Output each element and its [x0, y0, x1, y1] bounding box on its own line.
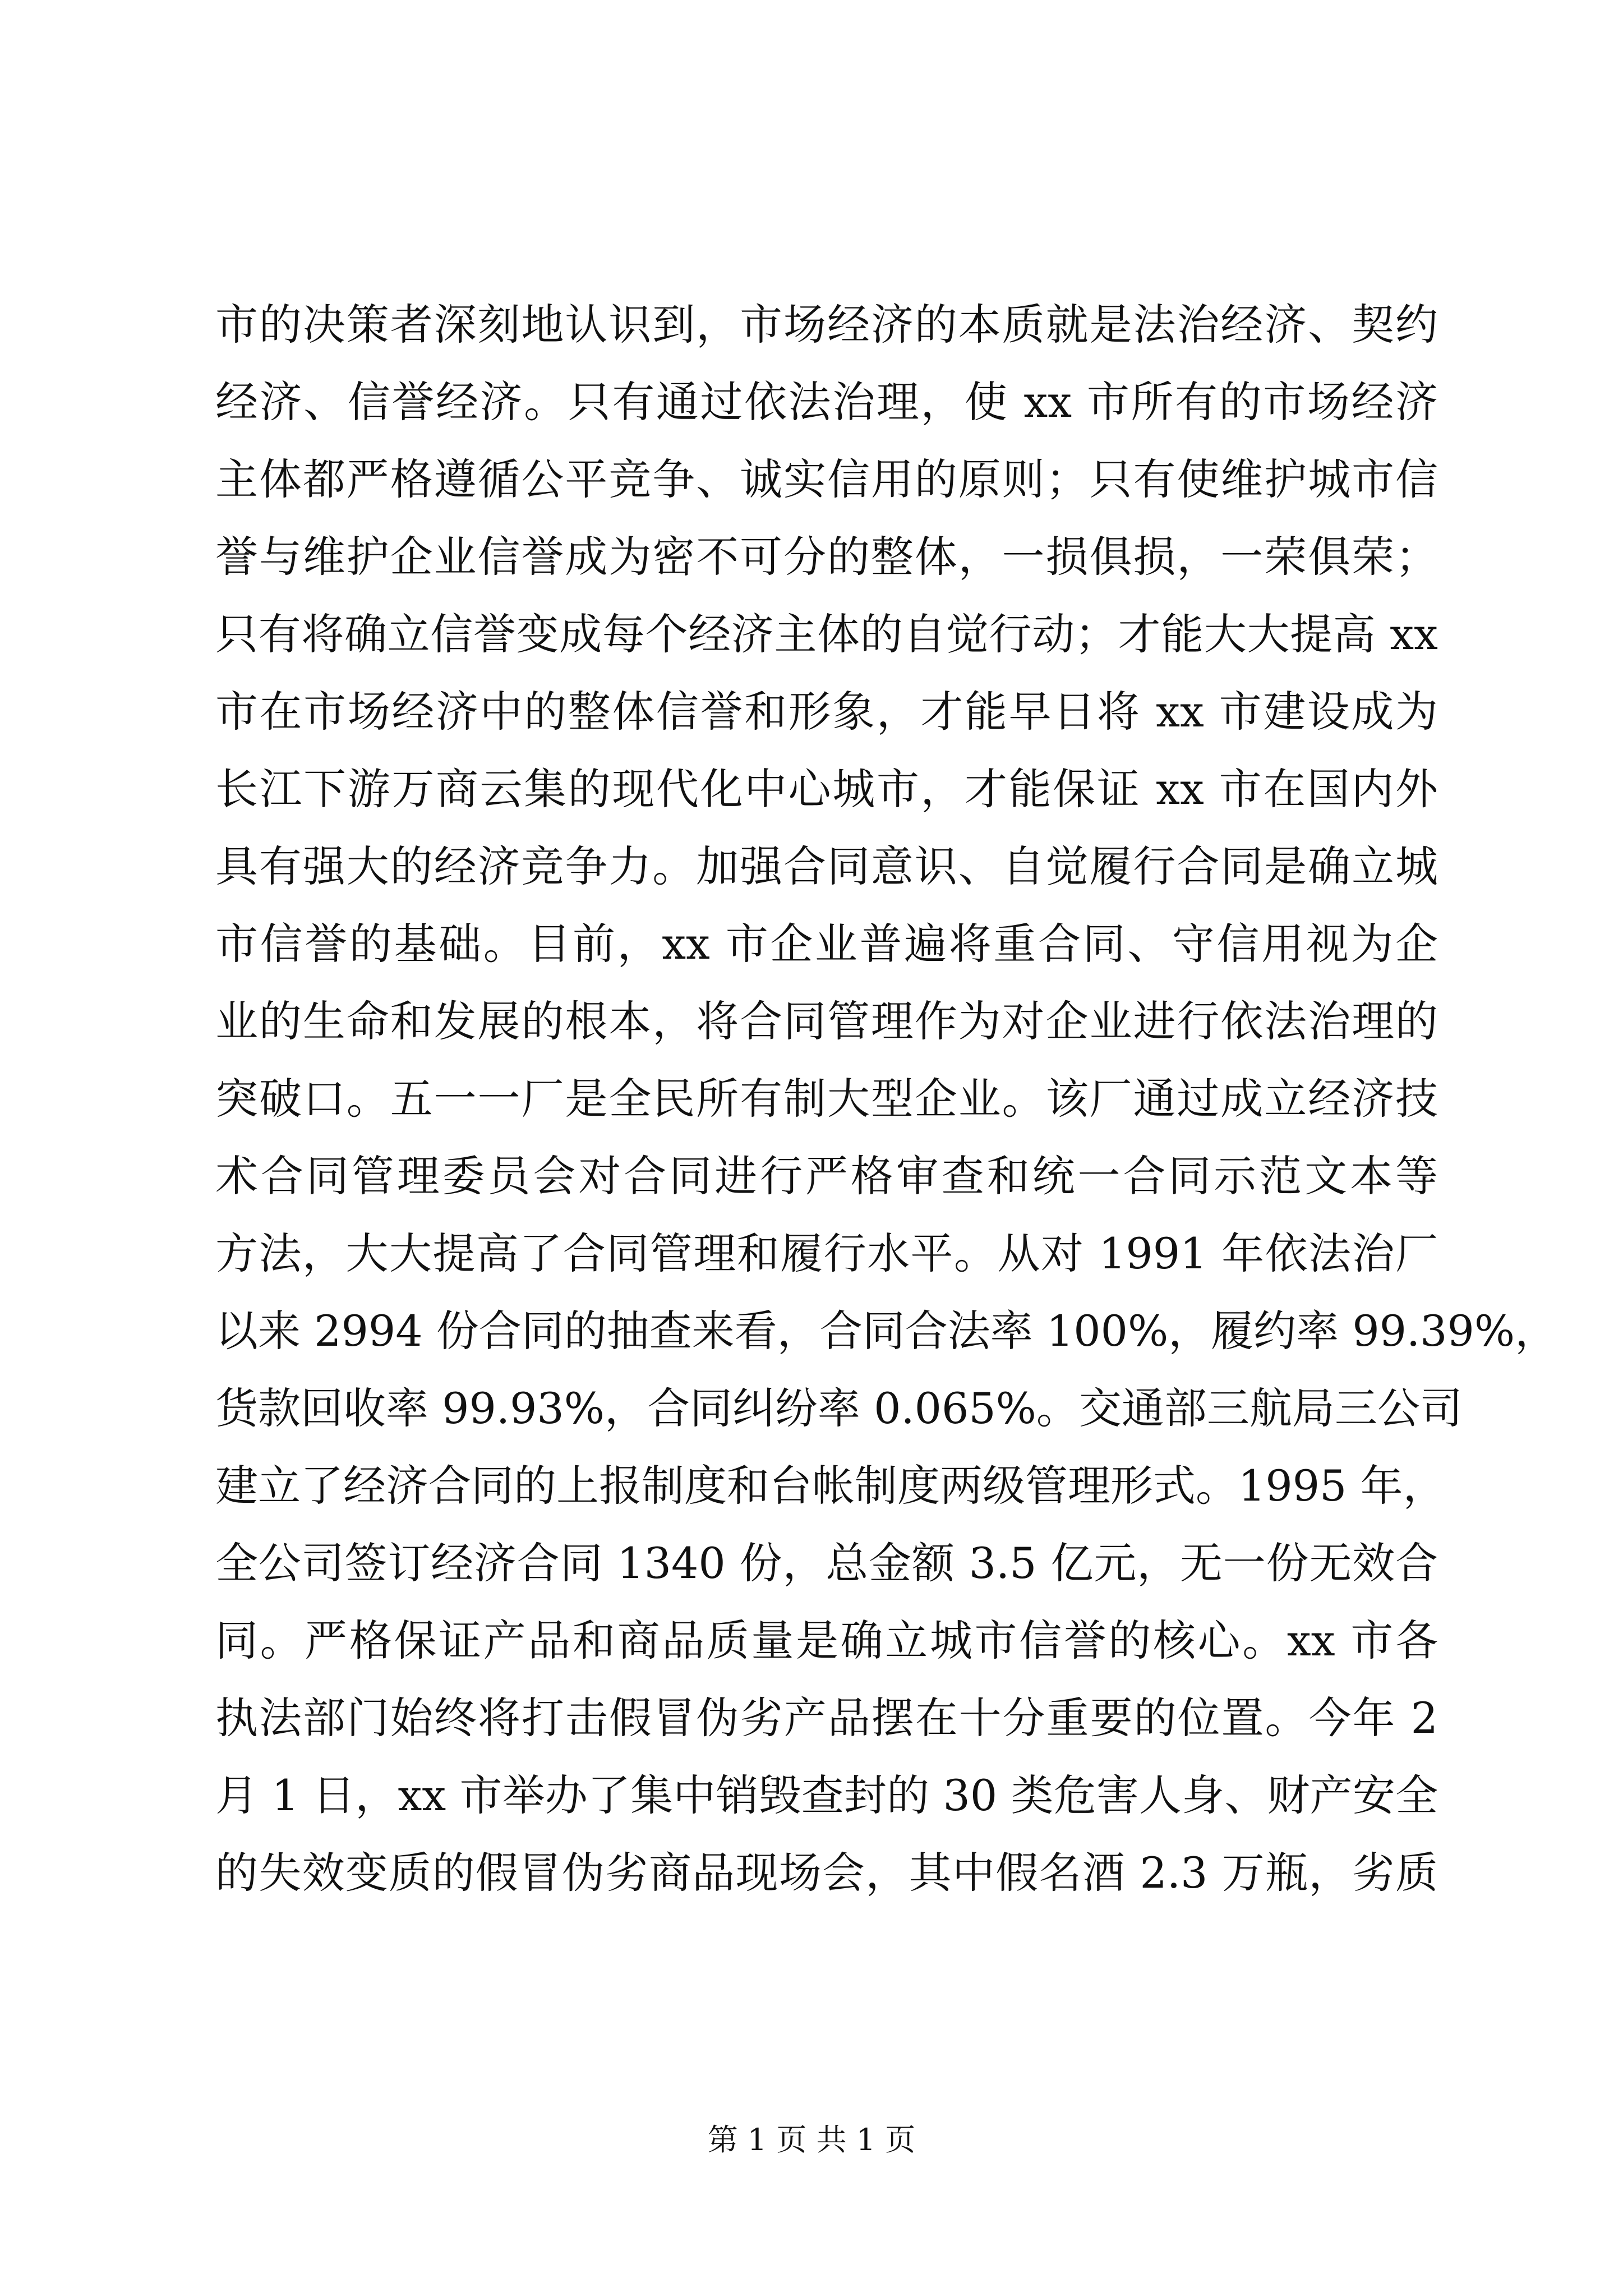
text-line-20: 月 1 日，xx 市举办了集中销毁查封的 30 类危害人身、财产安全 — [215, 1770, 1438, 1820]
text-line-13: 方法，大大提高了合同管理和履行水平。从对 1991 年依法治厂 — [215, 1228, 1438, 1278]
text-line-15: 货款回收率 99.93%，合同纠纷率 0.065%。交通部三航局三公司 — [215, 1383, 1463, 1433]
text-line-10: 业的生命和发展的根本，将合同管理作为对企业进行依法治理的 — [215, 996, 1438, 1046]
text-line-14: 以来 2994 份合同的抽查来看，合同合法率 100%，履约率 99.39%， — [215, 1306, 1558, 1356]
text-line-5: 只有将确立信誉变成每个经济主体的自觉行动；才能大大提高 xx — [215, 609, 1438, 659]
text-line-18: 同。严格保证产品和商品质量是确立城市信誉的核心。xx 市各 — [215, 1616, 1438, 1665]
text-line-2: 经济、信誉经济。只有通过依法治理，使 xx 市所有的市场经济 — [215, 377, 1438, 427]
text-line-6: 市在市场经济中的整体信誉和形象，才能早日将 xx 市建设成为 — [215, 687, 1438, 737]
text-line-17: 全公司签订经济合同 1340 份，总金额 3.5 亿元，无一份无效合 — [215, 1538, 1438, 1588]
text-line-8: 具有强大的经济竞争力。加强合同意识、自觉履行合同是确立城 — [215, 841, 1438, 891]
text-line-4: 誉与维护企业信誉成为密不可分的整体，一损俱损，一荣俱荣； — [215, 532, 1438, 582]
text-line-3: 主体都严格遵循公平竞争、诚实信用的原则；只有使维护城市信 — [215, 454, 1438, 504]
text-line-9: 市信誉的基础。目前，xx 市企业普遍将重合同、守信用视为企 — [215, 919, 1438, 969]
text-line-11: 突破口。五一一厂是全民所有制大型企业。该厂通过成立经济技 — [215, 1074, 1438, 1124]
page-footer: 第 1 页 共 1 页 — [707, 2122, 916, 2157]
text-line-16: 建立了经济合同的上报制度和台帐制度两级管理形式。1995 年， — [215, 1461, 1446, 1511]
text-line-7: 长江下游万商云集的现代化中心城市，才能保证 xx 市在国内外 — [215, 764, 1438, 814]
text-line-19: 执法部门始终将打击假冒伪劣产品摆在十分重要的位置。今年 2 — [215, 1693, 1438, 1743]
body-text — [215, 286, 1558, 1912]
text-line-21: 的失效变质的假冒伪劣商品现场会，其中假名酒 2.3 万瓶，劣质 — [215, 1848, 1438, 1898]
text-line-12: 术合同管理委员会对合同进行严格审查和统一合同示范文本等 — [215, 1151, 1438, 1201]
text-line-1: 市的决策者深刻地认识到，市场经济的本质就是法治经济、契约 — [215, 300, 1438, 349]
